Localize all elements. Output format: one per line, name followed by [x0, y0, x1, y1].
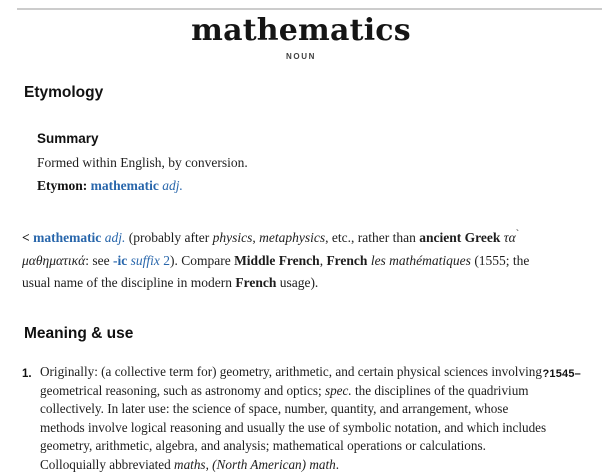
summary-text: Formed within English, by conversion.: [37, 155, 248, 170]
sense-date-range: ?1545–: [542, 368, 581, 380]
sense-definition: Originally: (a collective term for) geometry, arithmetic, and certain physical sciences involving geometrical reasoning, such as astronomy and optics; spec. the disciplines of the quadrivium collectively. In later use: the science of space, number, quantity, and arrangement, whose methods involve logical reasoning and usually the use of symbolic notation, and which includes geometry, arithmetic, algebra, and analysis; mathematical operations or calculations. Colloquially abbreviated maths, (North American) math.: [40, 364, 547, 472]
etymology-summary: [37, 131, 602, 194]
link-ic-suffix[interactable]: -ic suffix 2: [112, 253, 170, 268]
greek-text: μαθηματικά: [22, 253, 86, 268]
meaning-use-heading: Meaning & use: [24, 325, 134, 342]
link-mathematic-adj[interactable]: mathematic adj.: [33, 230, 126, 245]
sense-number: 1.: [22, 368, 32, 380]
etymon-line: [37, 177, 602, 194]
etymology-paragraph: < mathematic adj. (probably after physics, metaphysics, etc., rather than ancient Greek $\tau\alpha^ˋ$ μαθηματικά: see -ic suffix 2). Compare Middle French, French les mathématiques (1555; the usual name of the discipline in modern French usage).: [22, 228, 530, 290]
top-divider: [17, 8, 602, 10]
derivation-symbol: <: [22, 230, 34, 245]
grave-accent: ˋ: [515, 228, 520, 240]
greek-text: τα: [503, 230, 516, 245]
etymology-heading: Etymology: [24, 84, 104, 101]
etymon-link-mathematic[interactable]: mathematic adj.: [90, 178, 183, 193]
part-of-speech-label: NOUN: [286, 52, 316, 61]
etymon-label: Etymon:: [37, 178, 91, 193]
sense-1: [0, 363, 602, 474]
headword: mathematics: [191, 13, 411, 48]
summary-heading: Summary: [37, 131, 99, 146]
